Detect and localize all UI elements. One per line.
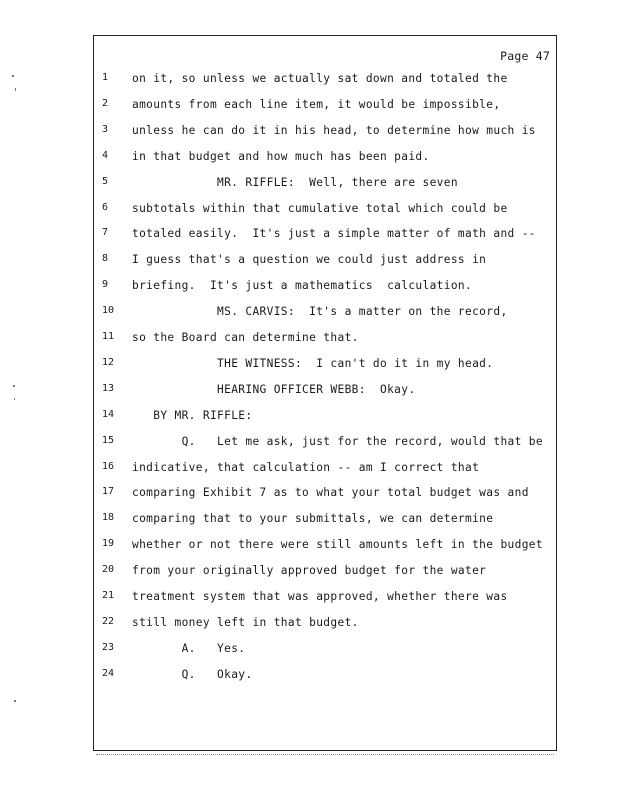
line-text: amounts from each line item, it would be impossible, (132, 97, 501, 111)
line-text: unless he can do it in his head, to determine how much is (132, 123, 536, 137)
transcript-page (93, 35, 557, 751)
transcript-line (94, 409, 556, 429)
line-text: THE WITNESS: I can't do it in my head. (132, 356, 494, 370)
transcript-line (94, 642, 556, 662)
transcript-line (94, 357, 556, 377)
line-number: 1 (102, 72, 109, 83)
line-text: comparing that to your submittals, we can determine (132, 512, 494, 526)
line-text: subtotals within that cumulative total which could be (132, 201, 508, 215)
transcript-line (94, 253, 556, 273)
transcript-line (94, 590, 556, 610)
line-number: 12 (102, 356, 115, 368)
line-number: 15 (102, 434, 115, 446)
line-number: 24 (102, 667, 115, 679)
transcript-line (94, 538, 556, 558)
scan-speck (13, 385, 15, 387)
transcript-line (94, 72, 556, 92)
line-number: 4 (102, 149, 109, 161)
scan-speck (12, 75, 14, 77)
line-number: 21 (102, 590, 115, 601)
line-text: so the Board can determine that. (132, 331, 359, 344)
line-text: briefing. It's just a mathematics calculation. (132, 279, 473, 293)
transcript-line (94, 305, 556, 325)
page-bottom-border-noise (96, 752, 554, 755)
line-text: MR. RIFFLE: Well, there are seven (132, 175, 458, 189)
line-text: indicative, that calculation -- am I correct that (132, 460, 480, 474)
line-number: 6 (102, 201, 109, 213)
line-number: 7 (102, 227, 109, 239)
line-number: 17 (102, 486, 115, 498)
line-text: MS. CARVIS: It's a matter on the record, (132, 305, 508, 319)
transcript-line (94, 486, 556, 506)
transcript-line (94, 461, 556, 481)
line-text: Q. Let me ask, just for the record, would that be (132, 434, 543, 448)
transcript-line (94, 331, 556, 351)
scan-speck (14, 398, 15, 400)
line-number: 3 (102, 123, 109, 135)
line-text: treatment system that was approved, whether there was (132, 590, 508, 603)
line-number: 20 (102, 564, 115, 576)
line-text: A. Yes. (132, 641, 246, 655)
line-text: in that budget and how much has been paid. (132, 149, 430, 163)
transcript-line (94, 227, 556, 247)
line-text: comparing Exhibit 7 as to what your total budget was and (132, 486, 529, 500)
line-number: 2 (102, 97, 109, 109)
line-text: HEARING OFFICER WEBB: Okay. (132, 382, 416, 396)
line-text: totaled easily. It's just a simple matter of math and -- (132, 227, 536, 241)
transcript-line (94, 176, 556, 196)
line-text: Q. Okay. (132, 667, 253, 681)
transcript-line (94, 435, 556, 455)
line-number: 14 (102, 408, 115, 420)
transcript-line (94, 564, 556, 584)
transcript-line (94, 279, 556, 299)
transcript-line (94, 202, 556, 222)
line-number: 8 (102, 253, 109, 265)
line-number: 18 (102, 512, 115, 524)
line-number: 16 (102, 460, 115, 472)
line-text: whether or not there were still amounts left in the budget (132, 538, 543, 552)
line-text: I guess that's a question we could just address in (132, 253, 487, 267)
line-text: still money left in that budget. (132, 615, 359, 629)
line-number: 9 (102, 279, 109, 291)
transcript-line (94, 616, 556, 636)
line-number: 10 (102, 305, 115, 317)
transcript-line (94, 150, 556, 170)
transcript-line (94, 98, 556, 118)
line-number: 11 (102, 331, 115, 342)
line-number: 19 (102, 538, 115, 550)
line-text: BY MR. RIFFLE: (132, 408, 253, 422)
scan-speck (15, 88, 16, 91)
line-number: 13 (102, 382, 115, 394)
line-number: 23 (102, 641, 115, 653)
page-number: Page 47 (500, 49, 550, 63)
transcript-line (94, 124, 556, 144)
transcript-line (94, 668, 556, 688)
line-text: on it, so unless we actually sat down and totaled the (132, 72, 508, 85)
transcript-line (94, 512, 556, 532)
line-number: 5 (102, 175, 109, 187)
line-number: 22 (102, 615, 115, 627)
transcript-line (94, 383, 556, 403)
line-text: from your originally approved budget for the water (132, 564, 487, 578)
scan-speck (14, 700, 16, 702)
